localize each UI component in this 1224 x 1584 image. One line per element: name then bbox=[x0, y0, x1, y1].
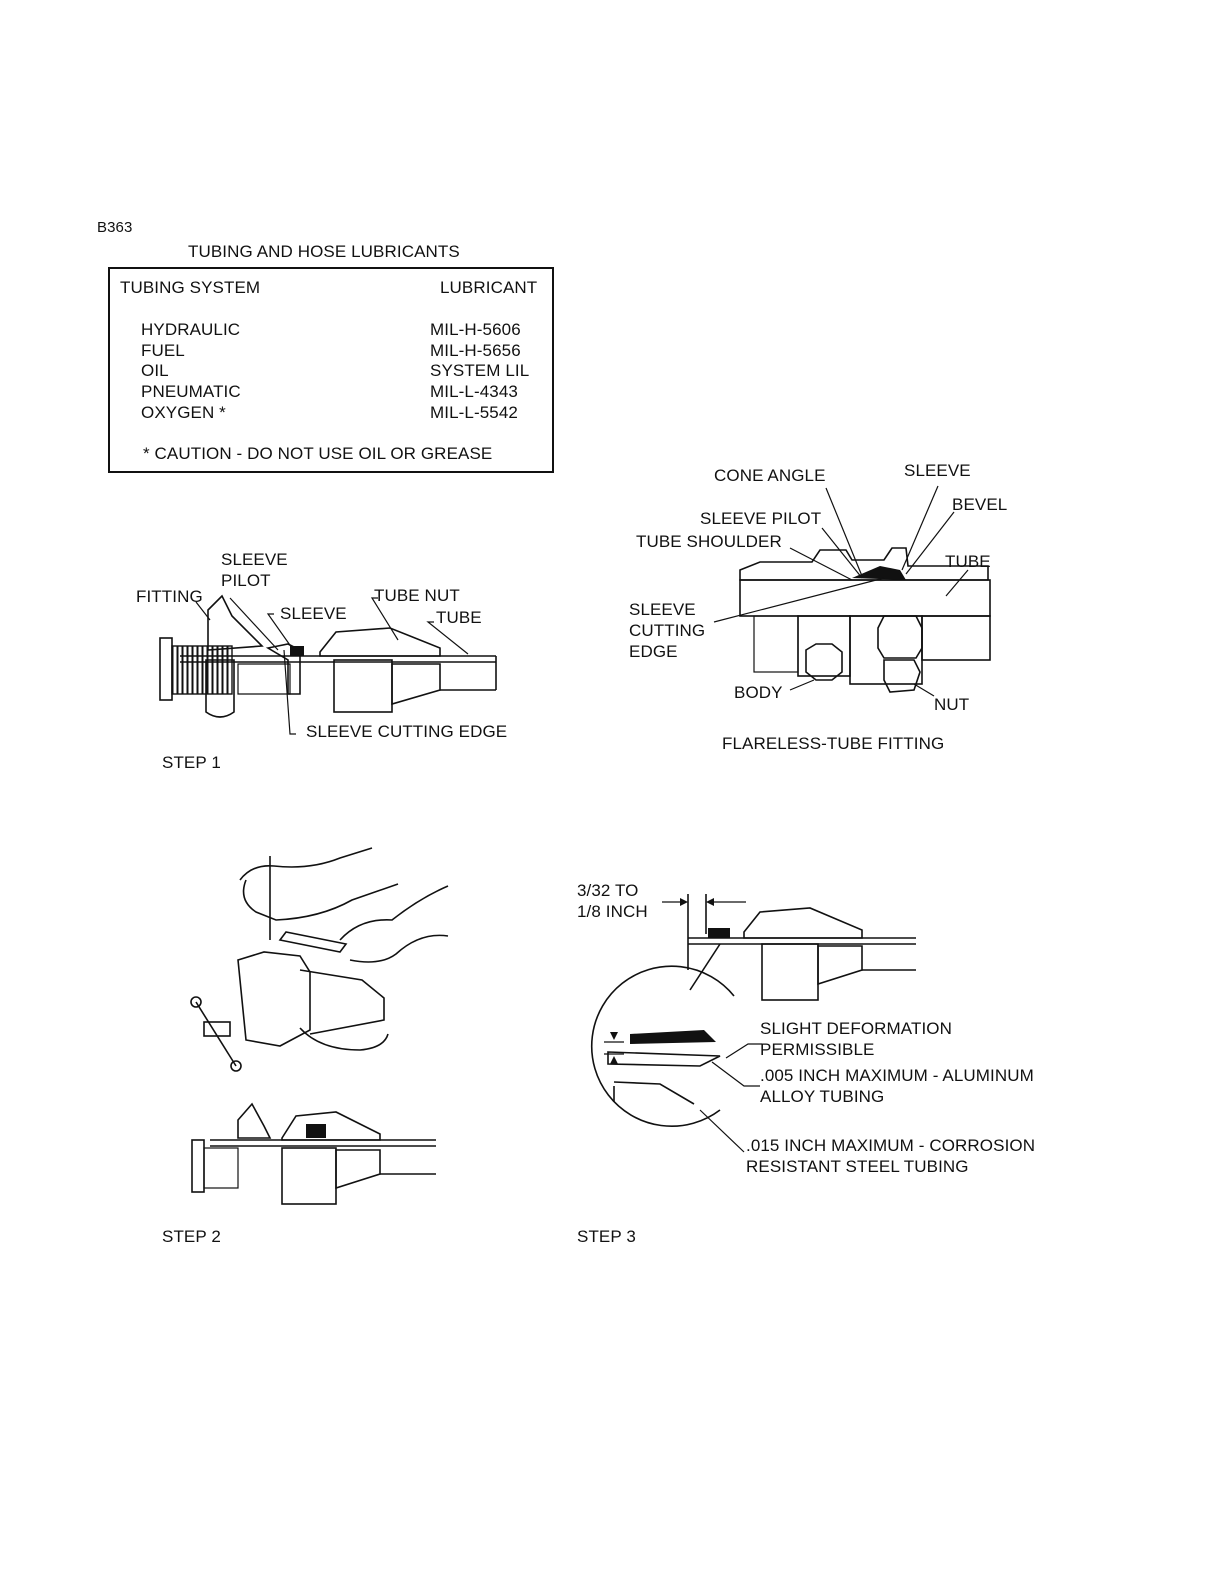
row-system: HYDRAULIC bbox=[141, 320, 241, 339]
step2-drawing bbox=[191, 848, 448, 1204]
label-steel-max: RESISTANT STEEL TUBING bbox=[746, 1157, 969, 1176]
caution-note: * CAUTION - DO NOT USE OIL OR GREASE bbox=[143, 444, 493, 463]
step3-caption: STEP 3 bbox=[577, 1227, 636, 1246]
row-lubricant: MIL-H-5606 bbox=[430, 320, 521, 339]
label-steel-max: .015 INCH MAXIMUM - CORROSION bbox=[746, 1136, 1036, 1155]
label-fitting: FITTING bbox=[136, 587, 203, 606]
label-deformation: SLIGHT DEFORMATION bbox=[760, 1019, 952, 1038]
lubricants-title: TUBING AND HOSE LUBRICANTS bbox=[188, 242, 460, 261]
label-sleeve-pilot: SLEEVE PILOT bbox=[700, 509, 822, 528]
label-sleeve: SLEEVE bbox=[280, 604, 347, 623]
header-tubing-system: TUBING SYSTEM bbox=[120, 278, 261, 297]
row-lubricant: MIL-L-4343 bbox=[430, 382, 518, 401]
label-sleeve-pilot: PILOT bbox=[221, 571, 271, 590]
label-sleeve-cutting-edge: SLEEVE CUTTING EDGE bbox=[306, 722, 508, 741]
label-body: BODY bbox=[734, 683, 783, 702]
label-sleeve-cutting-edge: EDGE bbox=[629, 642, 678, 661]
row-system: FUEL bbox=[141, 341, 185, 360]
header-lubricant: LUBRICANT bbox=[440, 278, 538, 297]
label-cone-angle: CONE ANGLE bbox=[714, 466, 826, 485]
step2-caption: STEP 2 bbox=[162, 1227, 221, 1246]
figure-id: B363 bbox=[97, 219, 133, 236]
row-system: PNEUMATIC bbox=[141, 382, 241, 401]
label-gap: 3/32 TO bbox=[577, 881, 639, 900]
row-lubricant: MIL-L-5542 bbox=[430, 403, 518, 422]
label-sleeve-cutting-edge: CUTTING bbox=[629, 621, 706, 640]
row-system: OXYGEN * bbox=[141, 403, 226, 422]
flareless-caption: FLARELESS-TUBE FITTING bbox=[722, 734, 945, 753]
label-deformation: PERMISSIBLE bbox=[760, 1040, 875, 1059]
label-aluminum-max: ALLOY TUBING bbox=[760, 1087, 885, 1106]
label-tube: TUBE bbox=[436, 608, 482, 627]
label-gap: 1/8 INCH bbox=[577, 902, 648, 921]
label-tube-nut: TUBE NUT bbox=[374, 586, 460, 605]
label-sleeve-cutting-edge: SLEEVE bbox=[629, 600, 696, 619]
row-lubricant: SYSTEM LIL bbox=[430, 361, 530, 380]
label-bevel: BEVEL bbox=[952, 495, 1008, 514]
label-sleeve-pilot: SLEEVE bbox=[221, 550, 288, 569]
label-tube: TUBE bbox=[945, 552, 991, 571]
step1-caption: STEP 1 bbox=[162, 753, 221, 772]
label-aluminum-max: .005 INCH MAXIMUM - ALUMINUM bbox=[760, 1066, 1034, 1085]
label-nut: NUT bbox=[934, 695, 970, 714]
row-lubricant: MIL-H-5656 bbox=[430, 341, 521, 360]
row-system: OIL bbox=[141, 361, 169, 380]
label-sleeve: SLEEVE bbox=[904, 461, 971, 480]
label-tube-shoulder: TUBE SHOULDER bbox=[636, 532, 782, 551]
